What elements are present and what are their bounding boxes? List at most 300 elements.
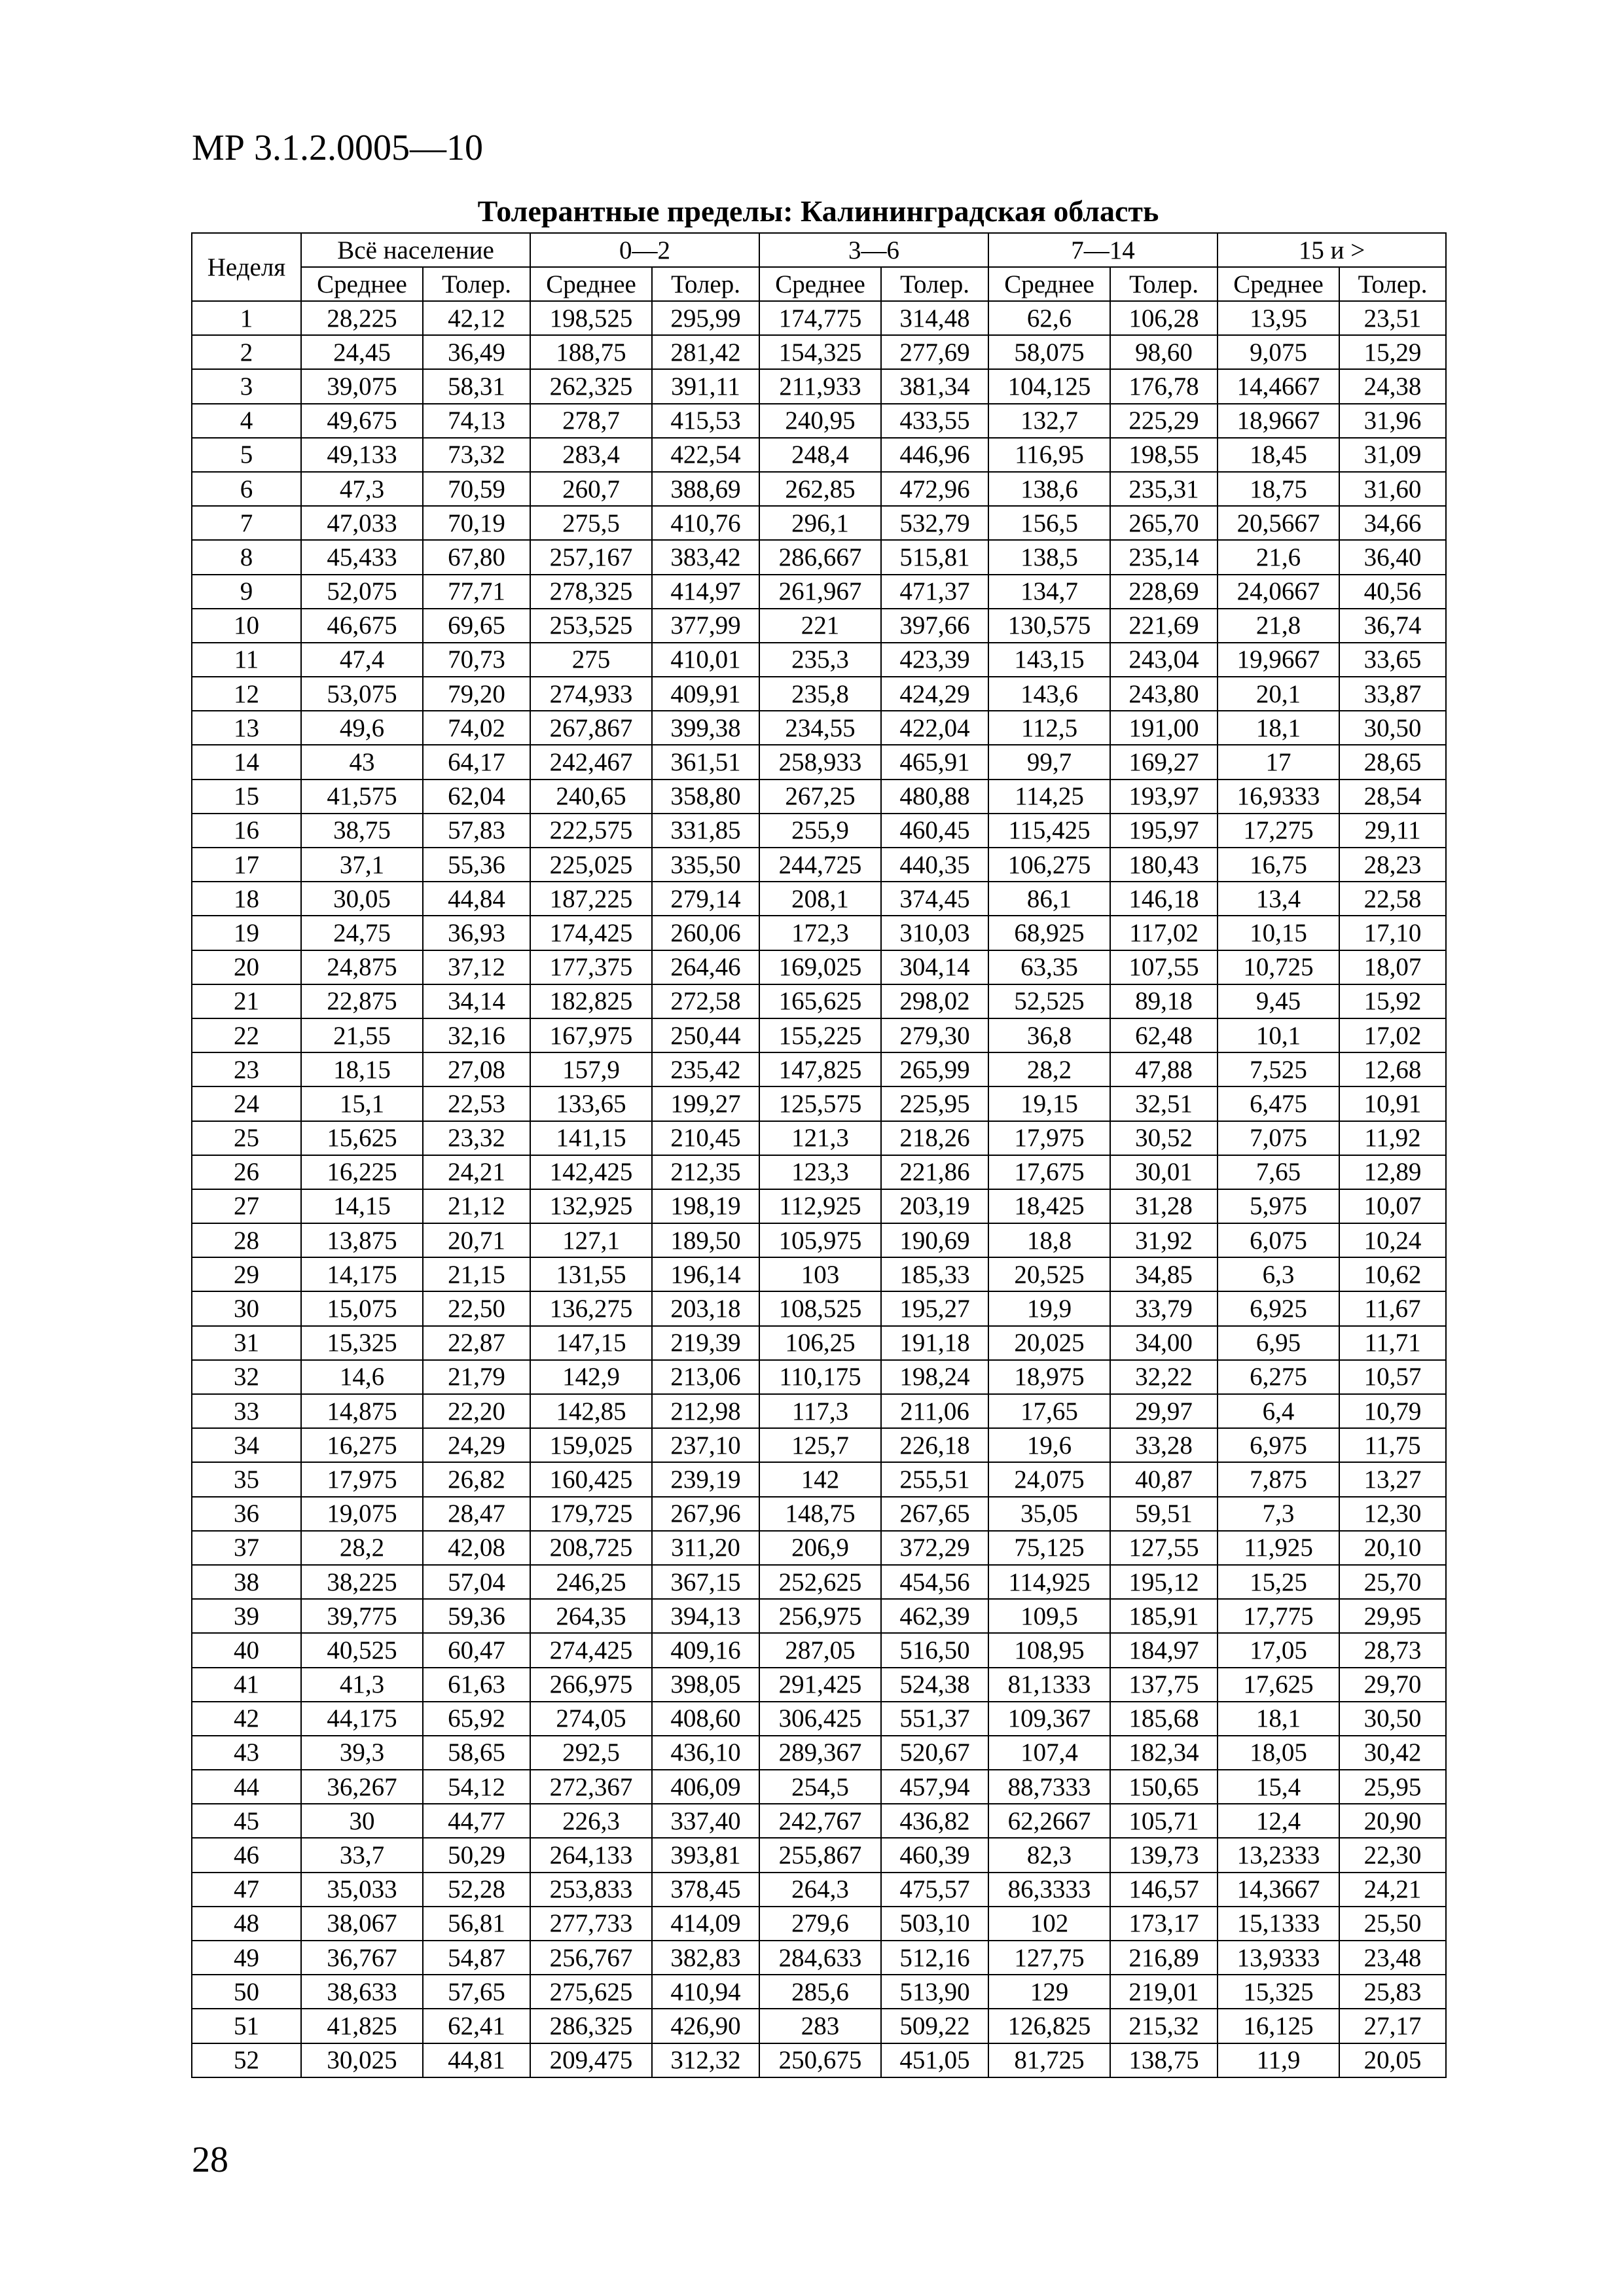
age-7-14-tolerance-cell: 182,34 (1110, 1736, 1218, 1770)
week-cell: 38 (192, 1565, 301, 1599)
age-3-6-tolerance-cell: 433,55 (881, 404, 988, 438)
age-7-14-mean-cell: 114,925 (988, 1565, 1110, 1599)
age-7-14-tolerance-cell: 62,48 (1110, 1018, 1218, 1052)
week-cell: 6 (192, 472, 301, 506)
all-mean-cell: 47,3 (301, 472, 423, 506)
age-0-2-mean-cell: 242,467 (530, 745, 652, 779)
age-0-2-tolerance-cell: 436,10 (652, 1736, 759, 1770)
age-0-2-tolerance-cell: 391,11 (652, 369, 759, 403)
all-mean-cell: 36,267 (301, 1770, 423, 1804)
age-3-6-tolerance-cell: 423,39 (881, 643, 988, 677)
group-header-15-plus: 15 и > (1218, 233, 1446, 267)
age-3-6-mean-cell: 255,9 (759, 814, 881, 848)
age-7-14-tolerance-cell: 106,28 (1110, 301, 1218, 335)
all-mean-cell: 30,05 (301, 882, 423, 916)
table-row (192, 643, 1446, 677)
age-3-6-tolerance-cell: 454,56 (881, 1565, 988, 1599)
age-15-plus-tolerance-cell: 25,50 (1339, 1907, 1446, 1941)
age-7-14-mean-cell: 112,5 (988, 711, 1110, 745)
week-cell: 1 (192, 301, 301, 335)
all-tolerance-cell: 77,71 (423, 575, 530, 609)
age-15-plus-tolerance-cell: 12,89 (1339, 1155, 1446, 1189)
week-cell: 50 (192, 1975, 301, 2009)
all-mean-cell: 40,525 (301, 1633, 423, 1667)
group-header-7-14: 7—14 (988, 233, 1218, 267)
age-7-14-tolerance-cell: 195,97 (1110, 814, 1218, 848)
table-row (192, 609, 1446, 643)
age-0-2-tolerance-cell: 203,18 (652, 1291, 759, 1325)
age-3-6-mean-cell: 284,633 (759, 1941, 881, 1975)
age-3-6-tolerance-cell: 372,29 (881, 1531, 988, 1565)
age-0-2-tolerance-cell: 426,90 (652, 2009, 759, 2043)
table-row (192, 677, 1446, 711)
age-15-plus-mean-cell: 5,975 (1218, 1189, 1339, 1223)
age-3-6-tolerance-cell: 310,03 (881, 916, 988, 950)
age-0-2-tolerance-cell: 335,50 (652, 848, 759, 882)
table-row (192, 1668, 1446, 1702)
all-mean-cell: 16,275 (301, 1428, 423, 1462)
subheader-mean: Среднее (301, 267, 423, 301)
age-15-plus-mean-cell: 17,275 (1218, 814, 1339, 848)
age-7-14-tolerance-cell: 117,02 (1110, 916, 1218, 950)
age-7-14-mean-cell: 19,15 (988, 1086, 1110, 1121)
age-3-6-tolerance-cell: 267,65 (881, 1497, 988, 1531)
table-row (192, 575, 1446, 609)
all-mean-cell: 41,575 (301, 780, 423, 814)
age-7-14-tolerance-cell: 219,01 (1110, 1975, 1218, 2009)
week-cell: 47 (192, 1873, 301, 1907)
age-15-plus-tolerance-cell: 30,50 (1339, 1702, 1446, 1736)
week-cell: 28 (192, 1223, 301, 1257)
age-3-6-mean-cell: 103 (759, 1257, 881, 1291)
age-7-14-mean-cell: 109,367 (988, 1702, 1110, 1736)
table-row (192, 745, 1446, 779)
age-3-6-tolerance-cell: 185,33 (881, 1257, 988, 1291)
all-tolerance-cell: 24,21 (423, 1155, 530, 1189)
age-15-plus-mean-cell: 16,9333 (1218, 780, 1339, 814)
table-row (192, 711, 1446, 745)
age-3-6-tolerance-cell: 475,57 (881, 1873, 988, 1907)
all-tolerance-cell: 54,12 (423, 1770, 530, 1804)
age-0-2-mean-cell: 177,375 (530, 950, 652, 984)
subheader-tolerance: Толер. (1339, 267, 1446, 301)
age-15-plus-mean-cell: 6,075 (1218, 1223, 1339, 1257)
age-0-2-tolerance-cell: 311,20 (652, 1531, 759, 1565)
table-row (192, 2043, 1446, 2077)
age-0-2-mean-cell: 277,733 (530, 1907, 652, 1941)
age-0-2-mean-cell: 225,025 (530, 848, 652, 882)
all-mean-cell: 41,825 (301, 2009, 423, 2043)
age-0-2-mean-cell: 127,1 (530, 1223, 652, 1257)
week-cell: 29 (192, 1257, 301, 1291)
tolerance-table (191, 232, 1447, 2078)
age-3-6-tolerance-cell: 513,90 (881, 1975, 988, 2009)
all-mean-cell: 52,075 (301, 575, 423, 609)
age-3-6-tolerance-cell: 512,16 (881, 1941, 988, 1975)
age-15-plus-mean-cell: 18,1 (1218, 711, 1339, 745)
age-3-6-tolerance-cell: 298,02 (881, 984, 988, 1018)
age-3-6-mean-cell: 125,575 (759, 1086, 881, 1121)
age-3-6-mean-cell: 206,9 (759, 1531, 881, 1565)
all-tolerance-cell: 32,16 (423, 1018, 530, 1052)
age-7-14-mean-cell: 126,825 (988, 2009, 1110, 2043)
age-15-plus-mean-cell: 9,075 (1218, 335, 1339, 369)
age-7-14-tolerance-cell: 138,75 (1110, 2043, 1218, 2077)
week-cell: 40 (192, 1633, 301, 1667)
age-7-14-tolerance-cell: 228,69 (1110, 575, 1218, 609)
week-cell: 10 (192, 609, 301, 643)
all-tolerance-cell: 70,19 (423, 506, 530, 540)
age-7-14-tolerance-cell: 173,17 (1110, 1907, 1218, 1941)
all-mean-cell: 19,075 (301, 1497, 423, 1531)
week-cell: 48 (192, 1907, 301, 1941)
age-3-6-mean-cell: 291,425 (759, 1668, 881, 1702)
age-7-14-tolerance-cell: 89,18 (1110, 984, 1218, 1018)
all-mean-cell: 22,875 (301, 984, 423, 1018)
all-mean-cell: 18,15 (301, 1052, 423, 1086)
age-3-6-mean-cell: 279,6 (759, 1907, 881, 1941)
table-row (192, 1326, 1446, 1360)
age-0-2-tolerance-cell: 422,54 (652, 438, 759, 472)
age-0-2-tolerance-cell: 410,01 (652, 643, 759, 677)
age-15-plus-tolerance-cell: 10,79 (1339, 1394, 1446, 1428)
age-0-2-mean-cell: 167,975 (530, 1018, 652, 1052)
age-3-6-mean-cell: 208,1 (759, 882, 881, 916)
all-tolerance-cell: 42,08 (423, 1531, 530, 1565)
all-mean-cell: 39,3 (301, 1736, 423, 1770)
age-15-plus-mean-cell: 17,625 (1218, 1668, 1339, 1702)
age-3-6-mean-cell: 148,75 (759, 1497, 881, 1531)
table-row (192, 1155, 1446, 1189)
age-15-plus-tolerance-cell: 20,90 (1339, 1804, 1446, 1838)
all-mean-cell: 53,075 (301, 677, 423, 711)
age-0-2-tolerance-cell: 408,60 (652, 1702, 759, 1736)
all-tolerance-cell: 21,79 (423, 1360, 530, 1394)
all-mean-cell: 15,1 (301, 1086, 423, 1121)
all-tolerance-cell: 37,12 (423, 950, 530, 984)
age-0-2-mean-cell: 246,25 (530, 1565, 652, 1599)
age-0-2-mean-cell: 208,725 (530, 1531, 652, 1565)
age-15-plus-mean-cell: 6,925 (1218, 1291, 1339, 1325)
age-15-plus-mean-cell: 7,075 (1218, 1121, 1339, 1155)
subheader-tolerance: Толер. (1110, 267, 1218, 301)
age-15-plus-mean-cell: 6,475 (1218, 1086, 1339, 1121)
all-tolerance-cell: 34,14 (423, 984, 530, 1018)
age-15-plus-mean-cell: 20,1 (1218, 677, 1339, 711)
age-7-14-mean-cell: 99,7 (988, 745, 1110, 779)
age-15-plus-tolerance-cell: 20,05 (1339, 2043, 1446, 2077)
age-15-plus-mean-cell: 7,875 (1218, 1462, 1339, 1496)
age-7-14-tolerance-cell: 215,32 (1110, 2009, 1218, 2043)
age-15-plus-tolerance-cell: 10,57 (1339, 1360, 1446, 1394)
age-15-plus-mean-cell: 13,9333 (1218, 1941, 1339, 1975)
table-row (192, 472, 1446, 506)
age-7-14-mean-cell: 132,7 (988, 404, 1110, 438)
all-mean-cell: 28,225 (301, 301, 423, 335)
age-15-plus-tolerance-cell: 29,95 (1339, 1599, 1446, 1633)
all-tolerance-cell: 22,53 (423, 1086, 530, 1121)
all-mean-cell: 38,633 (301, 1975, 423, 2009)
all-tolerance-cell: 73,32 (423, 438, 530, 472)
age-7-14-mean-cell: 129 (988, 1975, 1110, 2009)
table-row (192, 1018, 1446, 1052)
age-3-6-mean-cell: 306,425 (759, 1702, 881, 1736)
age-3-6-mean-cell: 169,025 (759, 950, 881, 984)
all-mean-cell: 21,55 (301, 1018, 423, 1052)
age-7-14-mean-cell: 20,025 (988, 1326, 1110, 1360)
age-0-2-tolerance-cell: 196,14 (652, 1257, 759, 1291)
age-0-2-mean-cell: 188,75 (530, 335, 652, 369)
age-15-plus-mean-cell: 15,1333 (1218, 1907, 1339, 1941)
age-7-14-tolerance-cell: 107,55 (1110, 950, 1218, 984)
age-0-2-tolerance-cell: 264,46 (652, 950, 759, 984)
all-mean-cell: 41,3 (301, 1668, 423, 1702)
age-0-2-tolerance-cell: 239,19 (652, 1462, 759, 1496)
age-3-6-tolerance-cell: 457,94 (881, 1770, 988, 1804)
age-7-14-mean-cell: 62,2667 (988, 1804, 1110, 1838)
age-7-14-tolerance-cell: 265,70 (1110, 506, 1218, 540)
age-15-plus-tolerance-cell: 31,09 (1339, 438, 1446, 472)
all-mean-cell: 39,075 (301, 369, 423, 403)
all-mean-cell: 36,767 (301, 1941, 423, 1975)
age-0-2-mean-cell: 182,825 (530, 984, 652, 1018)
age-15-plus-tolerance-cell: 28,23 (1339, 848, 1446, 882)
age-15-plus-tolerance-cell: 24,21 (1339, 1873, 1446, 1907)
age-7-14-mean-cell: 63,35 (988, 950, 1110, 984)
all-mean-cell: 43 (301, 745, 423, 779)
age-3-6-tolerance-cell: 226,18 (881, 1428, 988, 1462)
all-tolerance-cell: 70,73 (423, 643, 530, 677)
age-15-plus-mean-cell: 21,8 (1218, 609, 1339, 643)
age-3-6-mean-cell: 264,3 (759, 1873, 881, 1907)
age-15-plus-mean-cell: 17 (1218, 745, 1339, 779)
table-row (192, 1702, 1446, 1736)
age-0-2-mean-cell: 187,225 (530, 882, 652, 916)
age-7-14-mean-cell: 143,15 (988, 643, 1110, 677)
age-0-2-tolerance-cell: 361,51 (652, 745, 759, 779)
age-15-plus-tolerance-cell: 11,92 (1339, 1121, 1446, 1155)
age-7-14-tolerance-cell: 98,60 (1110, 335, 1218, 369)
age-15-plus-tolerance-cell: 11,67 (1339, 1291, 1446, 1325)
age-3-6-mean-cell: 211,933 (759, 369, 881, 403)
table-row (192, 916, 1446, 950)
age-3-6-mean-cell: 108,525 (759, 1291, 881, 1325)
age-7-14-mean-cell: 106,275 (988, 848, 1110, 882)
age-7-14-tolerance-cell: 31,92 (1110, 1223, 1218, 1257)
age-0-2-mean-cell: 292,5 (530, 1736, 652, 1770)
age-3-6-tolerance-cell: 460,39 (881, 1838, 988, 1872)
week-cell: 46 (192, 1838, 301, 1872)
age-15-plus-mean-cell: 6,4 (1218, 1394, 1339, 1428)
age-0-2-mean-cell: 147,15 (530, 1326, 652, 1360)
age-3-6-tolerance-cell: 520,67 (881, 1736, 988, 1770)
age-15-plus-mean-cell: 11,9 (1218, 2043, 1339, 2077)
age-0-2-tolerance-cell: 189,50 (652, 1223, 759, 1257)
age-7-14-mean-cell: 81,1333 (988, 1668, 1110, 1702)
age-15-plus-mean-cell: 14,3667 (1218, 1873, 1339, 1907)
age-15-plus-mean-cell: 10,1 (1218, 1018, 1339, 1052)
age-7-14-tolerance-cell: 195,12 (1110, 1565, 1218, 1599)
age-0-2-tolerance-cell: 279,14 (652, 882, 759, 916)
age-0-2-mean-cell: 142,425 (530, 1155, 652, 1189)
all-tolerance-cell: 44,84 (423, 882, 530, 916)
all-mean-cell: 39,775 (301, 1599, 423, 1633)
age-15-plus-mean-cell: 15,325 (1218, 1975, 1339, 2009)
week-cell: 7 (192, 506, 301, 540)
age-0-2-mean-cell: 256,767 (530, 1941, 652, 1975)
all-mean-cell: 38,067 (301, 1907, 423, 1941)
age-15-plus-mean-cell: 7,525 (1218, 1052, 1339, 1086)
age-7-14-mean-cell: 36,8 (988, 1018, 1110, 1052)
all-mean-cell: 45,433 (301, 540, 423, 574)
age-0-2-mean-cell: 260,7 (530, 472, 652, 506)
all-mean-cell: 49,675 (301, 404, 423, 438)
age-15-plus-tolerance-cell: 13,27 (1339, 1462, 1446, 1496)
all-tolerance-cell: 28,47 (423, 1497, 530, 1531)
age-0-2-tolerance-cell: 281,42 (652, 335, 759, 369)
age-15-plus-mean-cell: 10,15 (1218, 916, 1339, 950)
age-15-plus-mean-cell: 18,05 (1218, 1736, 1339, 1770)
week-cell: 34 (192, 1428, 301, 1462)
age-15-plus-mean-cell: 13,4 (1218, 882, 1339, 916)
age-3-6-mean-cell: 285,6 (759, 1975, 881, 2009)
document-code: МР 3.1.2.0005—10 (192, 128, 483, 168)
age-7-14-mean-cell: 19,9 (988, 1291, 1110, 1325)
age-7-14-tolerance-cell: 185,91 (1110, 1599, 1218, 1633)
age-15-plus-tolerance-cell: 27,17 (1339, 2009, 1446, 2043)
all-tolerance-cell: 56,81 (423, 1907, 530, 1941)
all-tolerance-cell: 54,87 (423, 1941, 530, 1975)
age-7-14-tolerance-cell: 193,97 (1110, 780, 1218, 814)
table-row (192, 950, 1446, 984)
age-0-2-mean-cell: 174,425 (530, 916, 652, 950)
age-3-6-tolerance-cell: 314,48 (881, 301, 988, 335)
week-cell: 23 (192, 1052, 301, 1086)
age-15-plus-tolerance-cell: 25,83 (1339, 1975, 1446, 2009)
all-mean-cell: 33,7 (301, 1838, 423, 1872)
age-15-plus-tolerance-cell: 31,60 (1339, 472, 1446, 506)
age-3-6-mean-cell: 256,975 (759, 1599, 881, 1633)
age-15-plus-tolerance-cell: 31,96 (1339, 404, 1446, 438)
age-3-6-mean-cell: 123,3 (759, 1155, 881, 1189)
table-row (192, 1599, 1446, 1633)
age-3-6-tolerance-cell: 446,96 (881, 438, 988, 472)
age-7-14-tolerance-cell: 33,28 (1110, 1428, 1218, 1462)
age-7-14-mean-cell: 102 (988, 1907, 1110, 1941)
all-mean-cell: 24,875 (301, 950, 423, 984)
age-3-6-tolerance-cell: 304,14 (881, 950, 988, 984)
all-mean-cell: 49,133 (301, 438, 423, 472)
table-row (192, 1838, 1446, 1872)
all-tolerance-cell: 59,36 (423, 1599, 530, 1633)
age-0-2-mean-cell: 157,9 (530, 1052, 652, 1086)
age-3-6-tolerance-cell: 451,05 (881, 2043, 988, 2077)
age-7-14-mean-cell: 28,2 (988, 1052, 1110, 1086)
age-7-14-mean-cell: 62,6 (988, 301, 1110, 335)
table-row (192, 1531, 1446, 1565)
all-tolerance-cell: 62,04 (423, 780, 530, 814)
age-15-plus-mean-cell: 11,925 (1218, 1531, 1339, 1565)
table-row (192, 1941, 1446, 1975)
age-3-6-mean-cell: 121,3 (759, 1121, 881, 1155)
table-row (192, 814, 1446, 848)
table-row (192, 1907, 1446, 1941)
age-7-14-mean-cell: 143,6 (988, 677, 1110, 711)
all-tolerance-cell: 21,12 (423, 1189, 530, 1223)
age-3-6-mean-cell: 174,775 (759, 301, 881, 335)
age-0-2-mean-cell: 257,167 (530, 540, 652, 574)
all-tolerance-cell: 74,02 (423, 711, 530, 745)
age-15-plus-mean-cell: 13,2333 (1218, 1838, 1339, 1872)
age-15-plus-mean-cell: 21,6 (1218, 540, 1339, 574)
group-header-0-2: 0—2 (530, 233, 759, 267)
age-0-2-tolerance-cell: 414,09 (652, 1907, 759, 1941)
table-row (192, 2009, 1446, 2043)
table-row (192, 1086, 1446, 1121)
age-3-6-mean-cell: 125,7 (759, 1428, 881, 1462)
age-0-2-tolerance-cell: 250,44 (652, 1018, 759, 1052)
all-mean-cell: 15,075 (301, 1291, 423, 1325)
table-row (192, 369, 1446, 403)
age-3-6-mean-cell: 235,3 (759, 643, 881, 677)
age-7-14-mean-cell: 18,8 (988, 1223, 1110, 1257)
subheader-mean: Среднее (759, 267, 881, 301)
age-7-14-tolerance-cell: 150,65 (1110, 1770, 1218, 1804)
age-3-6-mean-cell: 248,4 (759, 438, 881, 472)
age-0-2-tolerance-cell: 295,99 (652, 301, 759, 335)
all-mean-cell: 38,225 (301, 1565, 423, 1599)
all-tolerance-cell: 52,28 (423, 1873, 530, 1907)
age-15-plus-tolerance-cell: 15,92 (1339, 984, 1446, 1018)
age-7-14-tolerance-cell: 185,68 (1110, 1702, 1218, 1736)
age-7-14-mean-cell: 35,05 (988, 1497, 1110, 1531)
table-row (192, 1291, 1446, 1325)
age-0-2-mean-cell: 253,525 (530, 609, 652, 643)
age-3-6-tolerance-cell: 277,69 (881, 335, 988, 369)
table-row (192, 1873, 1446, 1907)
age-15-plus-mean-cell: 9,45 (1218, 984, 1339, 1018)
age-3-6-mean-cell: 147,825 (759, 1052, 881, 1086)
age-0-2-tolerance-cell: 212,98 (652, 1394, 759, 1428)
age-3-6-tolerance-cell: 195,27 (881, 1291, 988, 1325)
age-0-2-tolerance-cell: 358,80 (652, 780, 759, 814)
all-tolerance-cell: 60,47 (423, 1633, 530, 1667)
table-row (192, 1428, 1446, 1462)
age-0-2-mean-cell: 264,133 (530, 1838, 652, 1872)
age-15-plus-mean-cell: 18,75 (1218, 472, 1339, 506)
week-cell: 19 (192, 916, 301, 950)
age-15-plus-tolerance-cell: 17,10 (1339, 916, 1446, 950)
age-7-14-tolerance-cell: 243,80 (1110, 677, 1218, 711)
age-15-plus-mean-cell: 19,9667 (1218, 643, 1339, 677)
age-7-14-tolerance-cell: 59,51 (1110, 1497, 1218, 1531)
age-0-2-mean-cell: 274,05 (530, 1702, 652, 1736)
age-3-6-mean-cell: 254,5 (759, 1770, 881, 1804)
all-tolerance-cell: 24,29 (423, 1428, 530, 1462)
age-15-plus-tolerance-cell: 10,07 (1339, 1189, 1446, 1223)
age-0-2-mean-cell: 253,833 (530, 1873, 652, 1907)
all-mean-cell: 30,025 (301, 2043, 423, 2077)
age-15-plus-mean-cell: 18,9667 (1218, 404, 1339, 438)
age-3-6-tolerance-cell: 436,82 (881, 1804, 988, 1838)
all-tolerance-cell: 70,59 (423, 472, 530, 506)
age-0-2-tolerance-cell: 213,06 (652, 1360, 759, 1394)
age-15-plus-mean-cell: 17,05 (1218, 1633, 1339, 1667)
age-15-plus-mean-cell: 20,5667 (1218, 506, 1339, 540)
age-15-plus-tolerance-cell: 36,74 (1339, 609, 1446, 643)
age-15-plus-tolerance-cell: 23,51 (1339, 301, 1446, 335)
week-cell: 11 (192, 643, 301, 677)
